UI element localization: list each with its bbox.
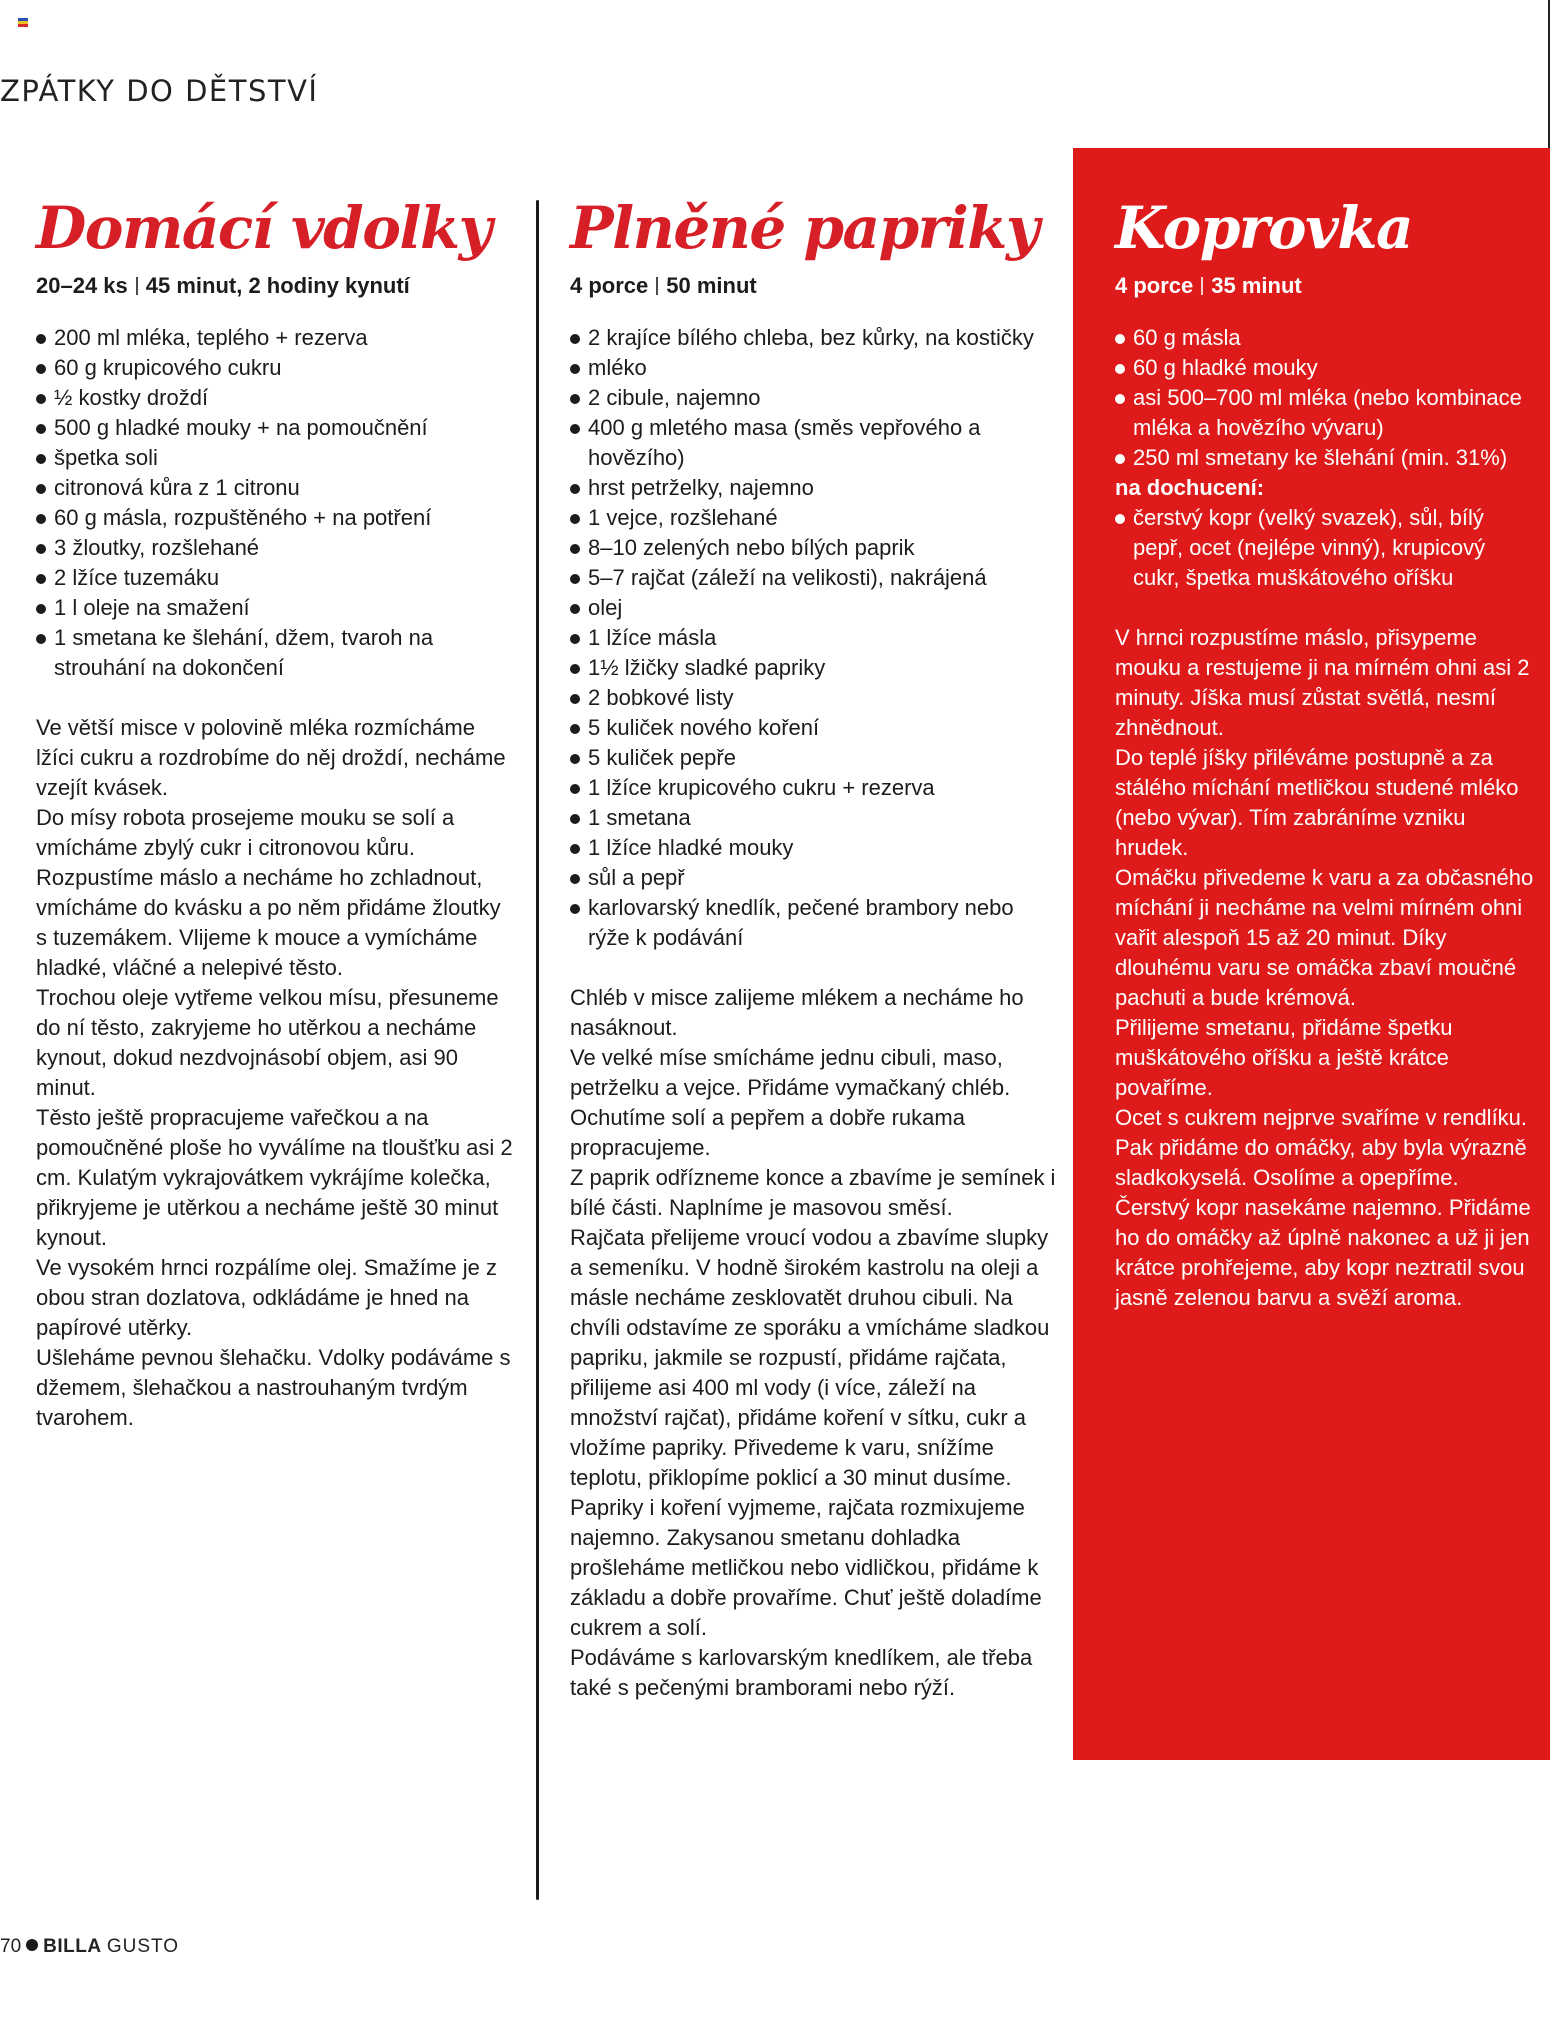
- ingredient-item: 1 l oleje na smažení: [36, 593, 516, 623]
- ingredient-item: 1 smetana ke šlehání, džem, tvaroh na strouhání na dokončení: [36, 623, 516, 683]
- meta-separator: [1201, 277, 1203, 295]
- ingredient-list: [570, 323, 1060, 953]
- method-text: [36, 713, 516, 1433]
- recipe-yield: 4 porce: [570, 273, 649, 298]
- method-paragraph: Ve velké míse smícháme jednu cibuli, maso, petrželku a vejce. Přidáme vymačkaný chléb. Ochutíme solí a pepřem a dobře rukama propracujeme.: [570, 1045, 1011, 1160]
- ingredient-item: 1 smetana: [570, 803, 1060, 833]
- ingredient-item: 3 žloutky, rozšlehané: [36, 533, 516, 563]
- flag-icon: [18, 18, 28, 27]
- ingredient-item: citronová kůra z 1 citronu: [36, 473, 516, 503]
- method-paragraph: Ušleháme pevnou šlehačku. Vdolky podáváme s džemem, šlehačkou a nastrouhaným tvrdým tvarohem.: [36, 1345, 511, 1430]
- ingredient-item: 1 vejce, rozšlehané: [570, 503, 1060, 533]
- method-paragraph: Těsto ještě propracujeme vařečkou a na pomoučněné ploše ho vyválíme na tloušťku asi 2 cm. Kulatým vykrajovátkem vykrájíme kolečka, přikryjeme je utěrkou a necháme ještě 30 minut kynout.: [36, 1105, 513, 1250]
- ingredient-item: mléko: [570, 353, 1060, 383]
- ingredient-item: 60 g hladké mouky: [1115, 353, 1535, 383]
- method-paragraph: Do teplé jíšky přiléváme postupně a za stálého míchání metličkou studené mléko (nebo vývar). Tím zabráníme vzniku hrudek.: [1115, 745, 1519, 860]
- ingredient-item: 1 lžíce hladké mouky: [570, 833, 1060, 863]
- method-paragraph: Ve větší misce v polovině mléka rozmícháme lžíci cukru a rozdrobíme do něj droždí, necháme vzejít kvásek.: [36, 715, 506, 800]
- method-paragraph: Čerstvý kopr nasekáme najemno. Přidáme ho do omáčky až úplně nakonec a už ji jen krátce prohřejeme, aby kopr neztratil svou jasně zelenou barvu a svěží aroma.: [1115, 1195, 1531, 1310]
- ingredient-item: 2 lžíce tuzemáku: [36, 563, 516, 593]
- ingredient-item: 2 krajíce bílého chleba, bez kůrky, na kostičky: [570, 323, 1060, 353]
- ingredient-list: [1115, 323, 1535, 593]
- ingredient-item: asi 500–700 ml mléka (nebo kombinace mléka a hovězího vývaru): [1115, 383, 1535, 443]
- ingredient-item: ½ kostky droždí: [36, 383, 516, 413]
- ingredient-item: 1½ lžičky sladké papriky: [570, 653, 1060, 683]
- ingredient-item: 60 g krupicového cukru: [36, 353, 516, 383]
- bullet-dot-icon: [26, 1939, 38, 1951]
- ingredient-item: 200 ml mléka, teplého + rezerva: [36, 323, 516, 353]
- ingredient-item: 60 g másla: [1115, 323, 1535, 353]
- recipe-yield: 20–24 ks: [36, 273, 128, 298]
- recipe-yield: 4 porce: [1115, 273, 1194, 298]
- method-paragraph: Z paprik odřízneme konce a zbavíme je semínek i bílé části. Naplníme je masovou směsí.: [570, 1165, 1056, 1220]
- method-paragraph: V hrnci rozpustíme máslo, přisypeme mouku a restujeme ji na mírném ohni asi 2 minuty. Jíška musí zůstat světlá, nesmí zhnědnout.: [1115, 625, 1530, 740]
- ingredient-item: 250 ml smetany ke šlehání (min. 31%): [1115, 443, 1535, 473]
- meta-separator: [136, 277, 138, 295]
- recipe-title: Plněné papriky: [570, 194, 1039, 262]
- method-paragraph: Rajčata přelijeme vroucí vodou a zbavíme slupky a semeníku. V hodně širokém kastrolu na oleji a másle necháme zesklovatět druhou cibuli. Na chvíli odstavíme ze sporáku a vmícháme sladkou papriku, jakmile se rozpustí, přidáme rajčata, přilijeme asi 400 ml vody (i více, záleží na množství rajčat), přidáme koření v sítku, cukr a vložíme papriky. Přivedeme k varu, snížíme teplotu, přiklopíme poklicí a 30 minut dusíme.: [570, 1225, 1050, 1490]
- ingredient-item: 8–10 zelených nebo bílých paprik: [570, 533, 1060, 563]
- method-paragraph: Podáváme s karlovarským knedlíkem, ale třeba také s pečenými bramborami nebo rýží.: [570, 1645, 1033, 1700]
- method-paragraph: Ocet s cukrem nejprve svaříme v rendlíku. Pak přidáme do omáčky, aby byla výrazně sladkokyselá. Osolíme a opepříme.: [1115, 1105, 1528, 1190]
- ingredient-item: 1 lžíce másla: [570, 623, 1060, 653]
- meta-separator: [656, 277, 658, 295]
- recipe-time: 50 minut: [666, 273, 757, 298]
- ingredient-item: čerstvý kopr (velký svazek), sůl, bílý pepř, ocet (nejlépe vinný), krupicový cukr, špetka muškátového oříšku: [1115, 503, 1535, 593]
- ingredient-item: hrst petrželky, najemno: [570, 473, 1060, 503]
- page-footer: [0, 1936, 179, 1958]
- recipe-meta: [1115, 271, 1535, 301]
- recipe-domaci-vdolky: [36, 185, 516, 1433]
- ingredient-item: 60 g másla, rozpuštěného + na potření: [36, 503, 516, 533]
- recipe-plnene-papriky: [570, 185, 1060, 1703]
- method-paragraph: Do mísy robota prosejeme mouku se solí a vmícháme zbylý cukr i citronovou kůru.: [36, 805, 455, 860]
- method-paragraph: Ve vysokém hrnci rozpálíme olej. Smažíme je z obou stran dozlatova, odkládáme je hned na papírové utěrky.: [36, 1255, 497, 1340]
- method-paragraph: Rozpustíme máslo a necháme ho zchladnout, vmícháme do kvásku a po něm přidáme žloutky s tuzemákem. Vlijeme k mouce a vymícháme hladké, vláčné a nelepivé těsto.: [36, 865, 501, 980]
- ingredient-item: 2 cibule, najemno: [570, 383, 1060, 413]
- ingredient-item: 5–7 rajčat (záleží na velikosti), nakrájená: [570, 563, 1060, 593]
- ingredient-item: karlovarský knedlík, pečené brambory nebo rýže k podávání: [570, 893, 1060, 953]
- brand-name: BILLA: [43, 1936, 102, 1957]
- recipe-time: 35 minut: [1211, 273, 1302, 298]
- ingredient-item: 2 bobkové listy: [570, 683, 1060, 713]
- method-paragraph: Přilijeme smetanu, přidáme špetku muškátového oříšku a ještě krátce povaříme.: [1115, 1015, 1453, 1100]
- recipe-title: Koprovka: [1115, 194, 1413, 262]
- recipe-meta: [36, 271, 516, 301]
- method-paragraph: Trochou oleje vytřeme velkou mísu, přesuneme do ní těsto, zakryjeme ho utěrkou a necháme kynout, dokud nezdvojnásobí objem, asi 90 minut.: [36, 985, 499, 1100]
- recipe-meta: [570, 271, 1060, 301]
- page-number: 70: [0, 1936, 22, 1957]
- ingredient-item: 400 g mletého masa (směs vepřového a hovězího): [570, 413, 1060, 473]
- method-text: [1115, 623, 1535, 1313]
- ingredient-item: olej: [570, 593, 1060, 623]
- ingredient-item: 5 kuliček nového koření: [570, 713, 1060, 743]
- ingredient-item: sůl a pepř: [570, 863, 1060, 893]
- method-paragraph: Papriky i koření vyjmeme, rajčata rozmixujeme najemno. Zakysanou smetanu dohladka prošleháme metličkou nebo vidličkou, přidáme k základu a dobře provaříme. Chuť ještě doladíme cukrem a solí.: [570, 1495, 1042, 1640]
- recipe-koprovka: [1115, 185, 1535, 1313]
- section-label: ZPÁTKY DO DĚTSTVÍ: [0, 74, 319, 108]
- ingredient-list: [36, 323, 516, 683]
- column-divider: [536, 200, 539, 1900]
- magazine-name: GUSTO: [106, 1936, 180, 1957]
- ingredient-item: špetka soli: [36, 443, 516, 473]
- method-paragraph: Chléb v misce zalijeme mlékem a necháme ho nasáknout.: [570, 985, 1024, 1040]
- method-text: [570, 983, 1060, 1703]
- recipe-time: 45 minut, 2 hodiny kynutí: [145, 273, 410, 298]
- ingredient-item: 1 lžíce krupicového cukru + rezerva: [570, 773, 1060, 803]
- method-paragraph: Omáčku přivedeme k varu a za občasného míchání ji necháme na velmi mírném ohni vařit alespoň 15 až 20 minut. Díky dlouhému varu se omáčka zbaví moučné pachuti a bude krémová.: [1115, 865, 1534, 1010]
- ingredient-item: 500 g hladké mouky + na pomoučnění: [36, 413, 516, 443]
- seasoning-label: na dochucení:: [1115, 475, 1265, 500]
- recipe-title: Domácí vdolky: [36, 194, 491, 262]
- ingredient-item: 5 kuliček pepře: [570, 743, 1060, 773]
